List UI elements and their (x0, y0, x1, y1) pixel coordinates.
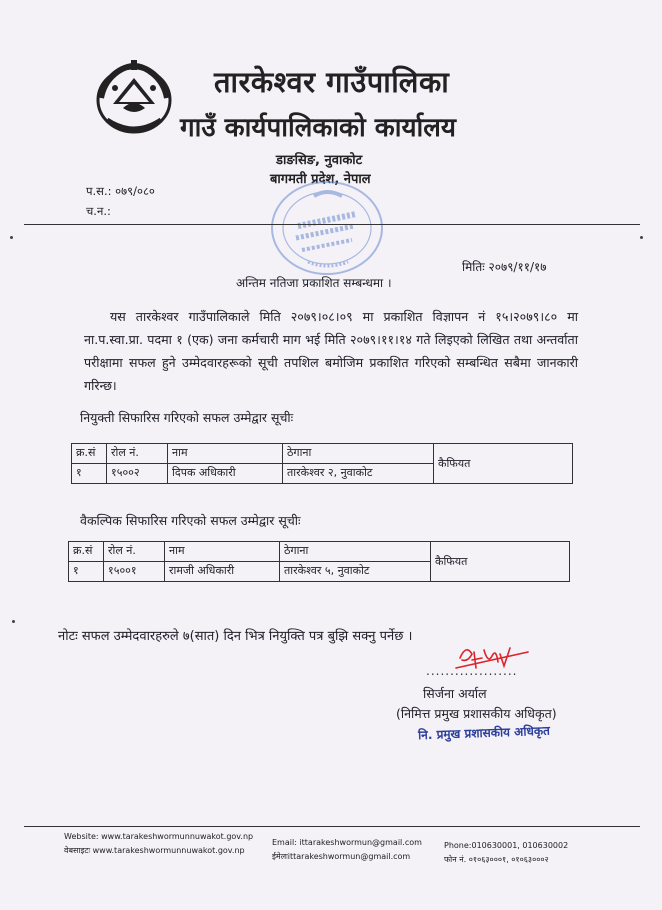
municipality-title: तारकेश्वर गाउँपालिका (214, 65, 450, 99)
website-en: Website: www.tarakeshwormunnuwakot.gov.np (64, 832, 254, 841)
phone-np: फोन नं. ०१०६३०००१, ०१०६३०००२ (444, 855, 549, 864)
column-header-sn: क्र.सं (72, 444, 107, 464)
note-text: नोटः सफल उम्मेदवारहरुले ७(सात) दिन भित्र नियुक्ति पत्र बुझि सक्नु पर्नेछ । (58, 629, 413, 644)
alternate-heading: वैकल्पिक सिफारिस गरिएको सफल उम्मेद्वार सूचीः (80, 513, 301, 528)
header-divider (24, 224, 640, 225)
scan-speck (640, 236, 643, 239)
column-header-name: नाम (168, 444, 283, 464)
column-header-roll: रोल नं. (104, 542, 165, 562)
footer-website (64, 830, 253, 858)
cell-roll: १५००१ (104, 562, 165, 582)
cell-sn: १ (72, 464, 107, 484)
letter-body (84, 305, 578, 397)
footer-email (272, 836, 422, 864)
letter-subject: अन्तिम नतिजा प्रकाशित सम्बन्धमा । (236, 276, 392, 290)
cell-name: दिपक अधिकारी (168, 464, 283, 484)
table-header-row (69, 542, 570, 562)
signature-line: ................... (426, 664, 518, 678)
email-en: Email: ittarakeshwormun@gmail.com (272, 838, 422, 847)
column-header-address: ठेगाना (283, 444, 434, 464)
cell-sn: १ (69, 562, 104, 582)
designation-stamp: नि. प्रमुख प्रशासकीय अधिकृत (417, 723, 551, 743)
phone-en: Phone:010630001, 010630002 (444, 841, 569, 850)
cell-roll: १५००२ (107, 464, 168, 484)
scan-speck (10, 236, 13, 239)
footer-phone (444, 839, 568, 867)
signer-name: सिर्जना अर्याल (423, 686, 487, 701)
address-line-1: डाङसिङ, नुवाकोट (276, 153, 363, 168)
website-np: वेबसाइटः www.tarakeshwormunnuwakot.gov.np (64, 846, 245, 855)
email-np: ईमेलःittarakeshwormun@gmail.com (272, 852, 411, 861)
letter-body-text: यस तारकेश्वर गाउँपालिकाले मिति २०७९।०८।०९ मा प्रकाशित विज्ञापन नं १५।२०७९।८० मा ना.प.स्वा.प्रा. पदमा १ (एक) जना कर्मचारी माग भई मिति २०७९।११।१४ गते लिइएको लिखित तथा अन्तर्वाता परीक्षामा सफल हुने उम्मेदवारहरूको सूची तपशिल बमोजिम प्रकाशित गरिएको सम्बन्धित सबैमा जानकारी गरिन्छ। (84, 309, 578, 393)
letter-date: मितिः २०७९/११/१७ (462, 260, 547, 274)
cell-address: तारकेश्वर ५, नुवाकोट (280, 562, 431, 582)
scan-speck (12, 620, 15, 623)
column-header-address: ठेगाना (280, 542, 431, 562)
signer-title: (निमित्त प्रमुख प्रशासकीय अधिकृत) (396, 706, 557, 721)
recommended-table (71, 443, 573, 484)
reference-number: प.स.: ०७९/०८० (86, 184, 155, 198)
dispatch-number: च.न.: (86, 204, 111, 218)
column-header-remarks: कैफियत (434, 444, 573, 484)
alternate-table (68, 541, 570, 582)
column-header-name: नाम (165, 542, 280, 562)
cell-name: रामजी अधिकारी (165, 562, 280, 582)
column-header-remarks: कैफियत (431, 542, 570, 582)
table-header-row (72, 444, 573, 464)
cell-address: तारकेश्वर २, नुवाकोट (283, 464, 434, 484)
office-subtitle: गाउँ कार्यपालिकाको कार्यालय (180, 113, 456, 143)
column-header-roll: रोल नं. (107, 444, 168, 464)
office-round-stamp-icon (268, 178, 386, 278)
footer-divider (24, 826, 640, 827)
address-line-2: बागमती प्रदेश, नेपाल (270, 172, 371, 187)
column-header-sn: क्र.सं (69, 542, 104, 562)
recommended-heading: नियुक्ती सिफारिस गरिएको सफल उम्मेद्वार सूचीः (80, 410, 294, 425)
nepal-emblem-icon (93, 58, 175, 136)
